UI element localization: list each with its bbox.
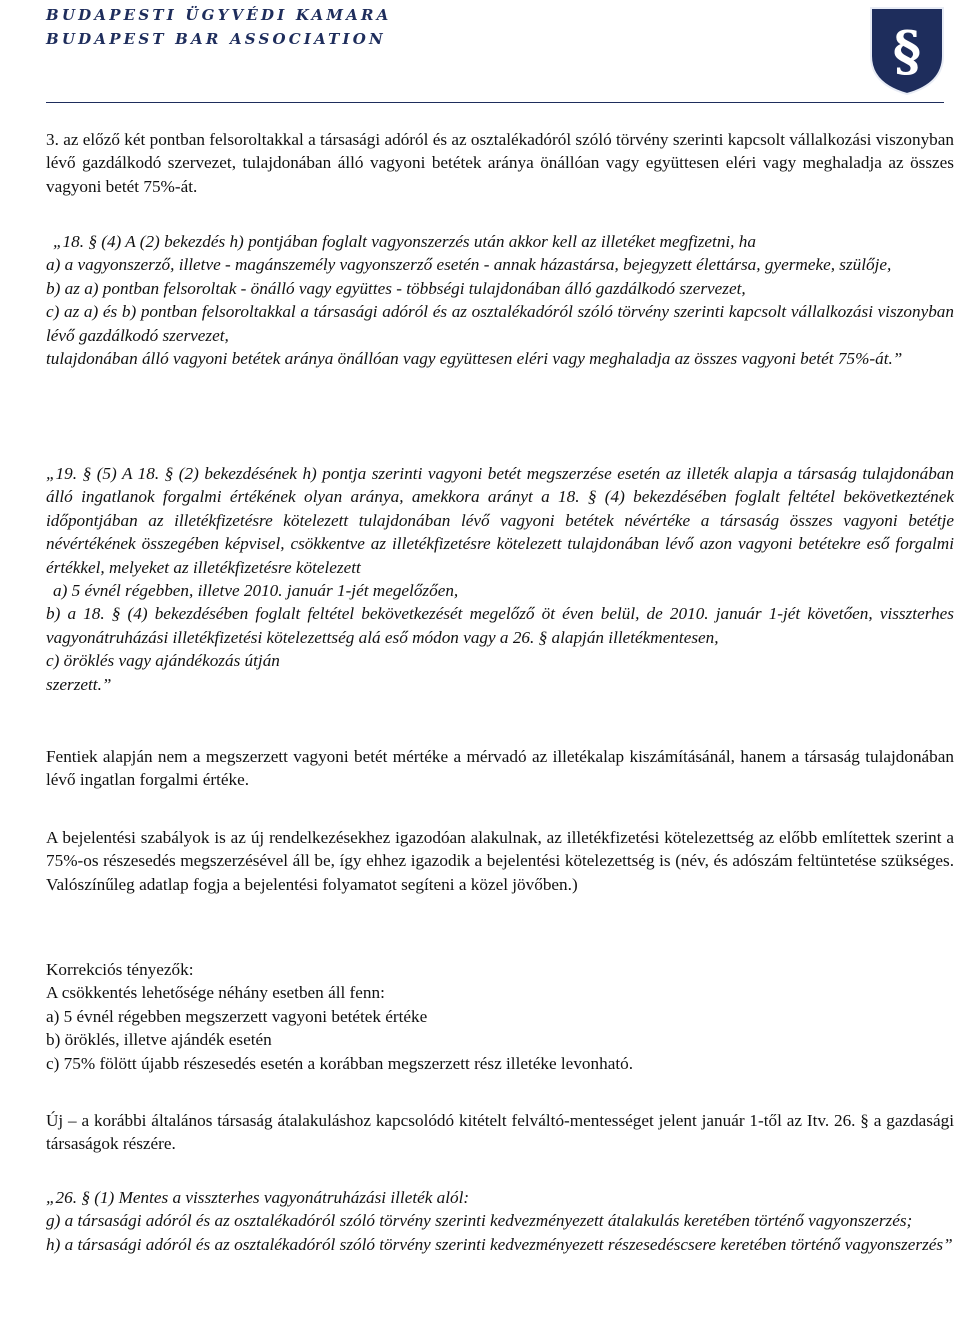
quote-26-item-h: h) a társasági adóról és az osztalékadóról szóló törvény szerinti kedvezményezett részesedéscsere keretében történő vagyonszerzés” xyxy=(46,1234,953,1254)
quote-18-item-a: a) a vagyonszerző, illetve - magánszemély vagyonszerző esetén - annak házastársa, bejegyzett élettársa, gyermeke, szülője, xyxy=(46,255,892,275)
org-name-hungarian: BUDAPESTI ÜGYVÉDI KAMARA xyxy=(46,6,392,24)
quote-19-item-c: c) öröklés vagy ajándékozás útján xyxy=(46,651,280,671)
quote-18-closing: tulajdonában álló vagyoni betétek aránya önállóan vagy együttesen eléri vagy meghaladja az összes vagyoni betét 75%-át.” xyxy=(46,349,903,369)
paragraph-fentiek: Fentiek alapján nem a megszerzett vagyoni betét mértéke a mérvadó az illetékalap kiszámításánál, hanem a társaság tulajdonában lévő ingatlan forgalmi értéke. xyxy=(46,747,954,790)
quote-19-item-a: a) 5 évnél régebben, illetve 2010. január 1-jét megelőzően, xyxy=(53,581,459,601)
quote-19-closing: szerzett.” xyxy=(46,674,112,694)
paragraph-uj: Új – a korábbi általános társaság átalakuláshoz kapcsolódó kitételt felváltó-mentességet jelent január 1-től az Itv. 26. § a gazdasági társaságok részére. xyxy=(46,1111,954,1154)
correction-item-c: c) 75% fölött újabb részesedés esetén a korábban megszerzett rész illetéke levonható. xyxy=(46,1053,633,1073)
quote-26-item-g: g) a társasági adóról és az osztalékadóról szóló törvény szerinti kedvezményezett átalakulás keretében történő vagyonszerzés; xyxy=(46,1211,913,1231)
paragraph-point-3: 3. az előző két pontban felsoroltakkal a társasági adóról és az osztalékadóról szóló törvény szerinti kapcsolt vállalkozási viszonyban lévő gazdálkodó szervezet, tulajdonában álló vagyoni betétek aránya önállóan vagy együttesen eléri vagy meghaladja az összes vagyoni betét 75%-át. xyxy=(46,130,954,196)
quote-section-19 xyxy=(46,462,954,696)
quote-18-item-b: b) az a) pontban felsoroltak - önálló vagy együttes - többségi tulajdonában álló gazdálkodó szervezet, xyxy=(46,278,746,298)
quote-section-18 xyxy=(46,230,954,370)
quote-26-title: „26. § (1) Mentes a visszterhes vagyonátruházási illeték alól: xyxy=(46,1188,470,1207)
quote-18-item-c: c) az a) és b) pontban felsoroltakkal a társasági adóról és az osztalékadóról szóló törvény szerinti kapcsolt vállalkozási viszonyban lévő gazdálkodó szervezet, xyxy=(46,302,954,345)
paragraph-bejelentesi: A bejelentési szabályok is az új rendelkezésekhez igazodóan alakulnak, az illetékfizetési kötelezettség az előbb említettek szerint a 75%-os részesedés megszerzésével áll be, így ehhez igazodik a bejelentési kötelezettség is (név, és adószám feltüntetése szükséges. Valószínűleg adatlap fogja a bejelentési folyamatot segíteni a közel jövőben.) xyxy=(46,828,954,894)
correction-item-a: a) 5 évnél régebben megszerzett vagyoni betétek értéke xyxy=(46,1006,428,1026)
quote-18-title: „18. § (4) A (2) bekezdés h) pontjában foglalt vagyonszerzés után akkor kell az illetéket megfizetni, ha xyxy=(53,232,756,251)
org-name-english: BUDAPEST BAR ASSOCIATION xyxy=(46,30,386,48)
correction-title: Korrekciós tényezők: xyxy=(46,960,194,979)
correction-factors xyxy=(46,958,954,1075)
quote-section-26 xyxy=(46,1186,954,1256)
quote-19-main: „19. § (5) A 18. § (2) bekezdésének h) pontja szerinti vagyoni betét megszerzése esetén az illeték alapja a társaság tulajdonában álló ingatlanok forgalmi értékének olyan aránya, amekkora arányt a 18. § (4) bekezdésében foglalt feltétel bekövetkeztének időpontjában az illetékfizetésre kötelezett tulajdonában lévő vagyoni betétek névértéke a társaság összes vagyoni betétje névértékének összegében képvisel, csökkentve az illetékfizetésre kötelezett tulajdonában lévő azon vagyoni betétekre eső forgalmi értékkel, melyeket az illetékfizetésre kötelezett xyxy=(46,464,954,577)
correction-intro: A csökkentés lehetősége néhány esetben áll fenn: xyxy=(46,983,385,1003)
header-rule xyxy=(46,102,944,103)
svg-text:§: § xyxy=(892,19,922,83)
paragraph-shield-icon xyxy=(869,6,945,96)
quote-19-item-b: b) a 18. § (4) bekezdésében foglalt feltétel bekövetkezését megelőző öt éven belül, de 2010. január 1-jét követően, visszterhes vagyonátruházási illetékfizetési kötelezettség alá eső módon vagy a 26. § alapján illetékmentesen, xyxy=(46,604,954,647)
correction-item-b: b) öröklés, illetve ajándék esetén xyxy=(46,1030,272,1050)
